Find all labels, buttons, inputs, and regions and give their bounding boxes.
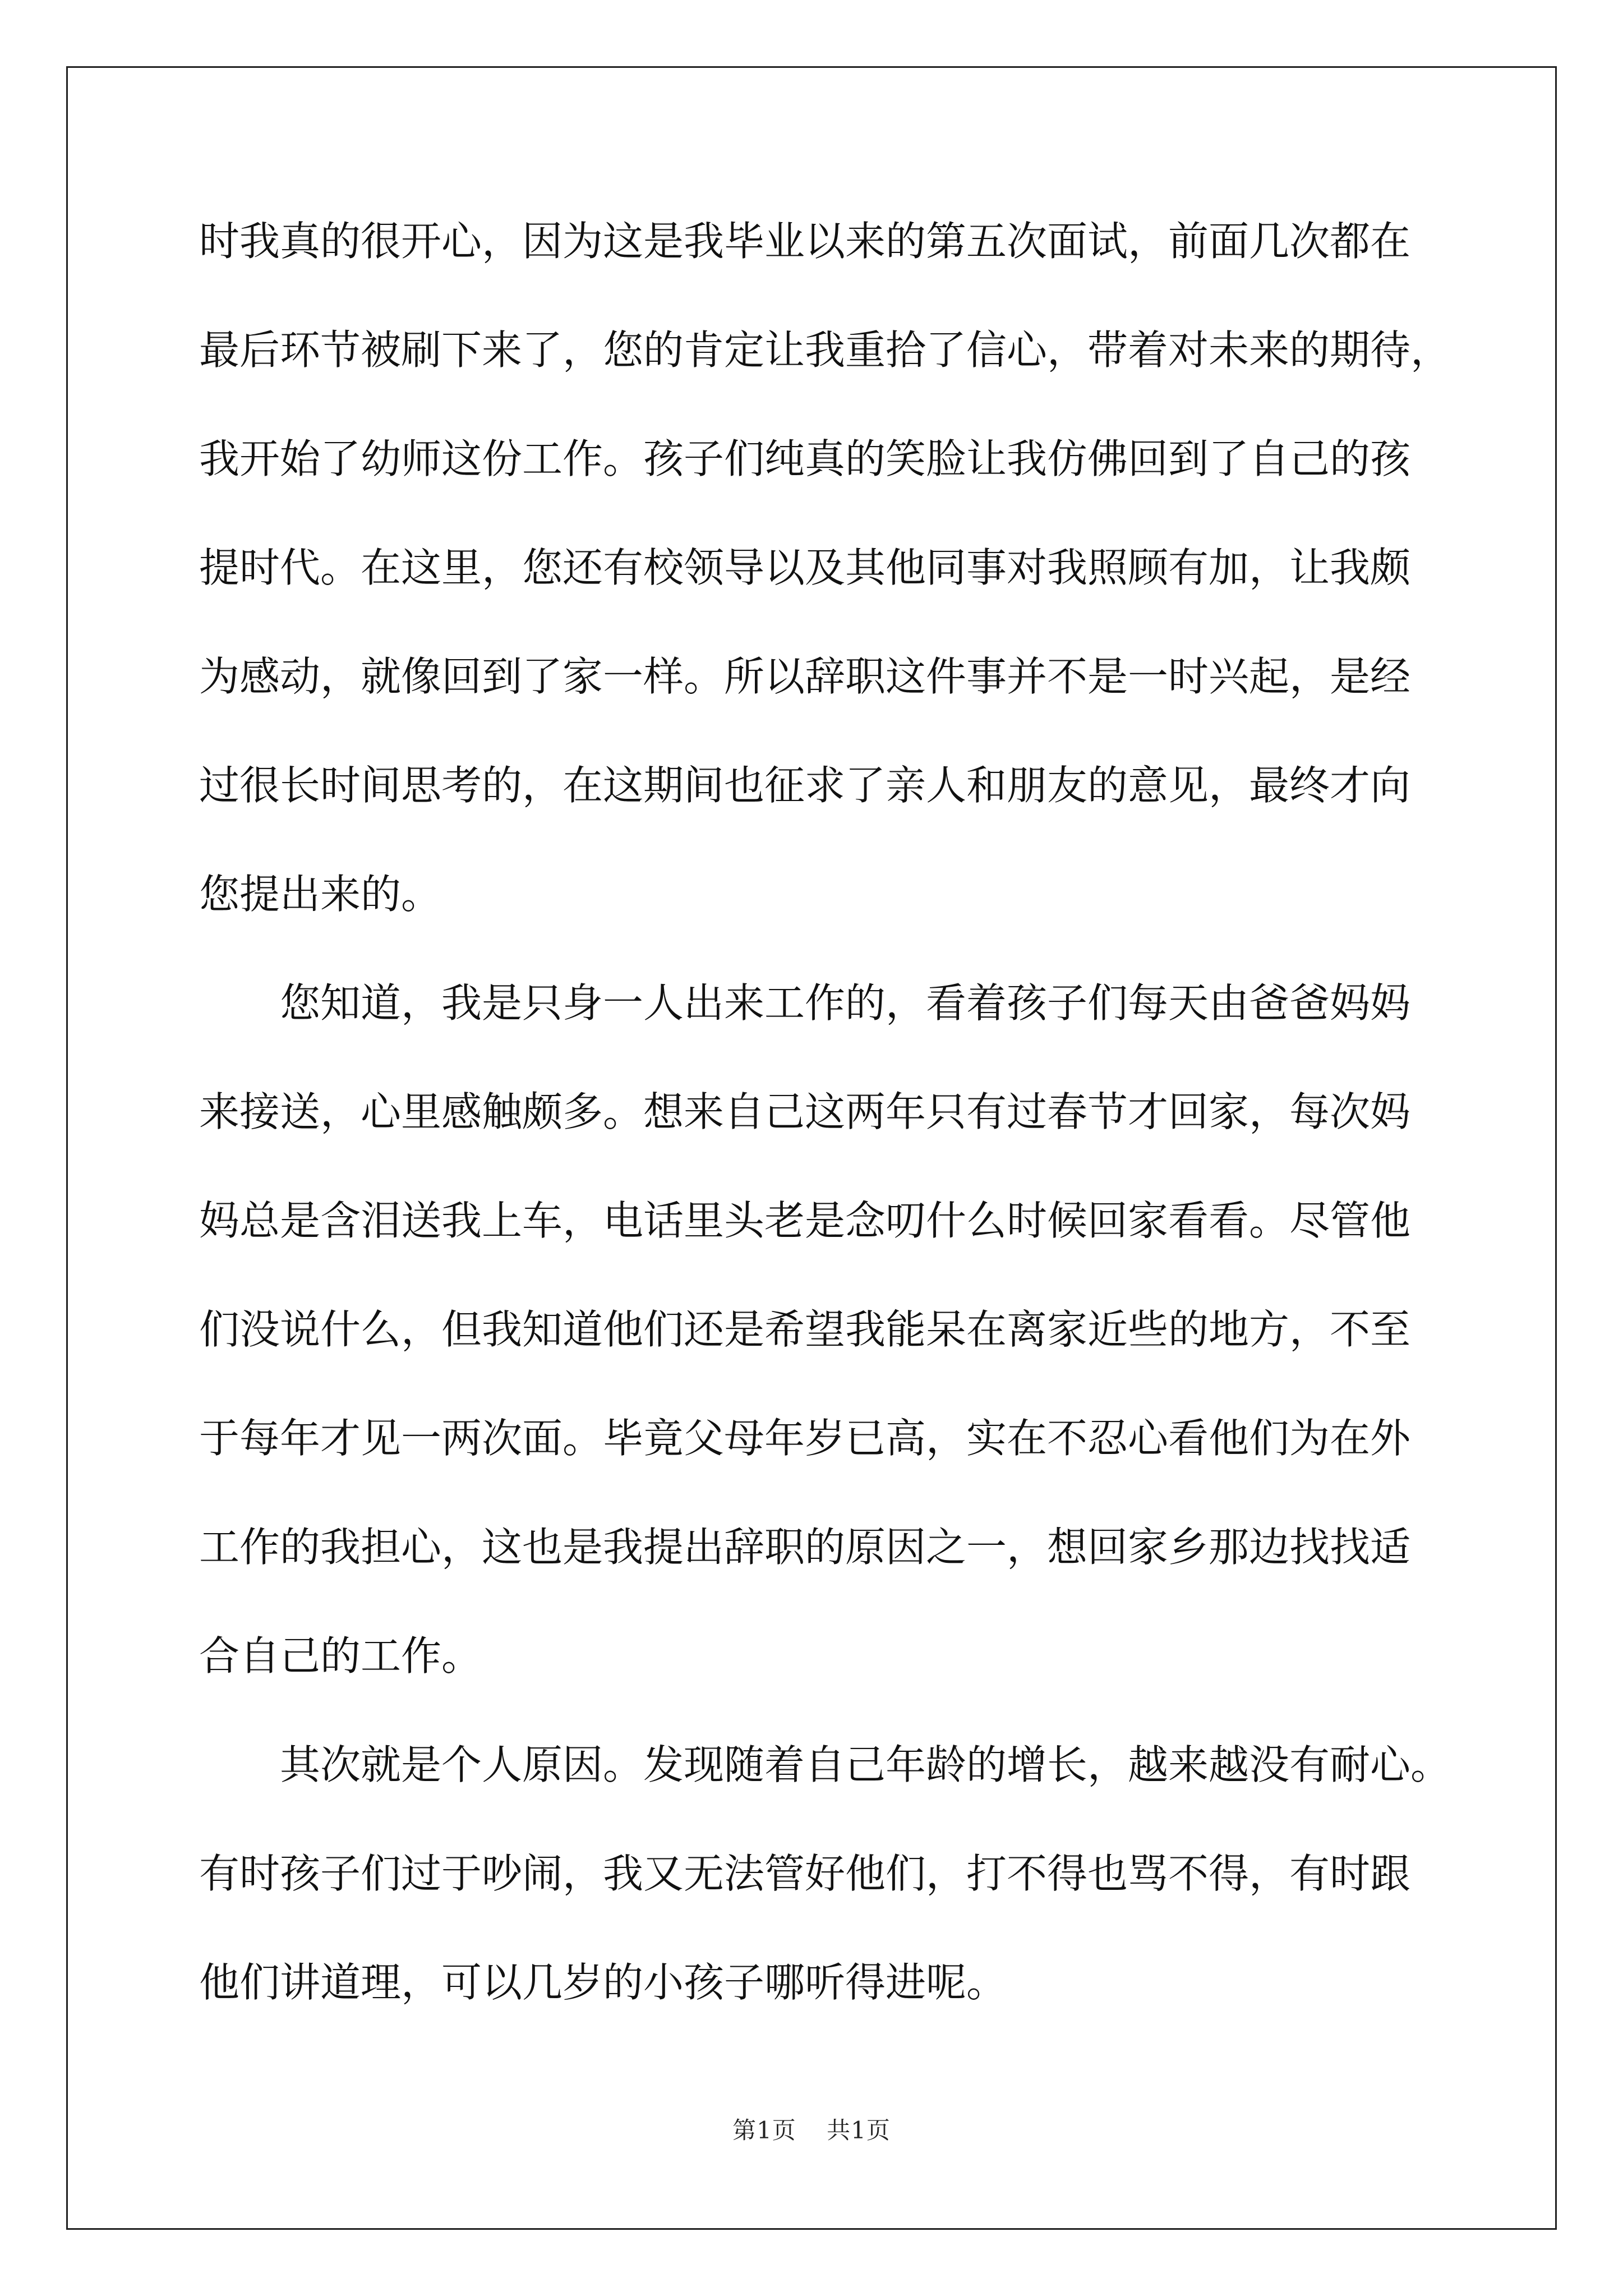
text-line: 您知道，我是只身一人出来工作的，看着孩子们每天由爸爸妈妈 [199,979,1411,1027]
text-line: 时我真的很开心，因为这是我毕业以来的第五次面试，前面几次都在 [199,218,1411,265]
text-line: 为感动，就像回到了家一样。所以辞职这件事并不是一时兴起，是经 [199,653,1411,700]
text-line: 他们讲道理，可以几岁的小孩子哪听得进呢。 [199,1959,1007,2006]
text-line: 来接送，心里感触颇多。想来自己这两年只有过春节才回家，每次妈 [199,1088,1411,1135]
page-number-current: 第1页 [732,2116,796,2144]
document-body [199,213,1450,2063]
text-line: 于每年才见一两次面。毕竟父母年岁已高，实在不忍心看他们为在外 [199,1415,1411,1462]
text-line: 最后环节被刷下来了，您的肯定让我重拾了信心，带着对未来的期待， [199,326,1451,374]
text-line: 妈总是含泪送我上车，电话里头老是念叨什么时候回家看看。尽管他 [199,1197,1411,1244]
text-line: 其次就是个人原因。发现随着自己年龄的增长，越来越没有耐心。 [199,1741,1451,1788]
page-footer [0,2112,1623,2146]
text-line: 您提出来的。 [199,871,442,918]
text-line: 们没说什么，但我知道他们还是希望我能呆在离家近些的地方，不至 [199,1306,1411,1353]
text-line: 提时代。在这里，您还有校领导以及其他同事对我照顾有加，让我颇 [199,544,1411,591]
text-line: 工作的我担心，这也是我提出辞职的原因之一，想回家乡那边找找适 [199,1524,1411,1571]
page-number-total: 共1页 [827,2116,891,2144]
text-line: 我开始了幼师这份工作。孩子们纯真的笑脸让我仿佛回到了自己的孩 [199,435,1411,482]
text-line: 合自己的工作。 [199,1632,482,1680]
text-line: 有时孩子们过于吵闹，我又无法管好他们，打不得也骂不得，有时跟 [199,1850,1411,1897]
text-line: 过很长时间思考的，在这期间也征求了亲人和朋友的意见，最终才向 [199,762,1411,809]
